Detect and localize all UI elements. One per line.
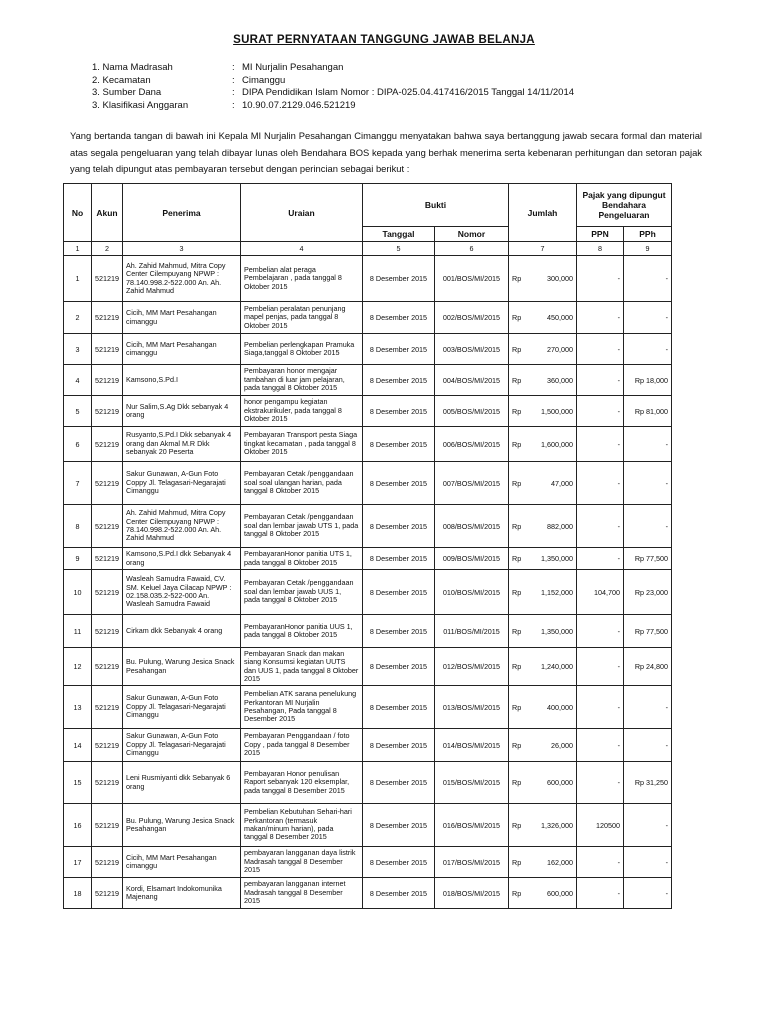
cell-pph: Rp 24,800 [624, 648, 672, 686]
cell-tanggal: 8 Desember 2015 [363, 548, 435, 570]
cell-pph: - [624, 729, 672, 762]
cell-penerima: Ah. Zahid Mahmud, Mitra Copy Center Cilempuyang NPWP : 78.140.998.2-522.000 An. Ah. Zahid Mahmud [123, 256, 241, 302]
currency-label: Rp [512, 626, 522, 636]
cell-no: 9 [64, 548, 92, 570]
cell-tanggal: 8 Desember 2015 [363, 847, 435, 878]
currency-label: Rp [512, 888, 522, 898]
cell-penerima: Sakur Gunawan, A-Gun Foto Coppy Jl. Telagasari-Negarajati Cimanggu [123, 729, 241, 762]
cell-no: 3 [64, 334, 92, 365]
info-block [92, 62, 574, 112]
header-bukti: Bukti [363, 184, 509, 227]
cell-akun: 521219 [92, 548, 123, 570]
table-row [64, 462, 672, 505]
cell-pph: Rp 31,250 [624, 762, 672, 804]
column-number-row: 1 2 3 4 5 6 7 8 9 [64, 242, 672, 256]
cell-pph: Rp 77,500 [624, 548, 672, 570]
cell-penerima: Kamsono,S.Pd.I dkk Sebanyak 4 orang [123, 548, 241, 570]
cell-pph: - [624, 302, 672, 334]
cell-penerima: Kamsono,S.Pd.I [123, 365, 241, 396]
cell-pph: Rp 18,000 [624, 365, 672, 396]
table-row [64, 804, 672, 847]
cell-penerima: Cicih, MM Mart Pesahangan cimanggu [123, 334, 241, 365]
cell-pph: - [624, 334, 672, 365]
cell-nomor: 009/BOS/MI/2015 [435, 548, 509, 570]
info-label: 2. Kecamatan [92, 74, 151, 86]
cell-penerima: Cicih, MM Mart Pesahangan cimanggu [123, 302, 241, 334]
cell-nomor: 005/BOS/MI/2015 [435, 396, 509, 427]
header-jumlah: Jumlah [509, 184, 577, 242]
cell-tanggal: 8 Desember 2015 [363, 365, 435, 396]
cell-akun: 521219 [92, 505, 123, 548]
header-nomor: Nomor [435, 227, 509, 242]
table-row [64, 729, 672, 762]
amount-value: 450,000 [547, 313, 573, 322]
cell-ppn: - [577, 762, 624, 804]
cell-nomor: 016/BOS/MI/2015 [435, 804, 509, 847]
header-pph: PPh [624, 227, 672, 242]
cell-tanggal: 8 Desember 2015 [363, 427, 435, 462]
cell-nomor: 006/BOS/MI/2015 [435, 427, 509, 462]
amount-value: 400,000 [547, 702, 573, 712]
cell-jumlah [509, 847, 577, 878]
cell-penerima: Nur Salim,S.Ag Dkk sebanyak 4 orang [123, 396, 241, 427]
currency-label: Rp [512, 521, 522, 531]
cell-ppn: - [577, 462, 624, 505]
document-title: SURAT PERNYATAAN TANGGUNG JAWAB BELANJA [233, 34, 535, 46]
cell-ppn: - [577, 505, 624, 548]
currency-label: Rp [512, 857, 522, 867]
cell-uraian: Pembelian alat peraga Pembelajaran , pada tanggal 8 Oktober 2015 [241, 256, 363, 302]
cell-ppn: - [577, 334, 624, 365]
cell-penerima: Wasleah Samudra Fawaid, CV. SM. Keluel Jaya Cilacap NPWP : 02.158.035.2-522-000 An. Wasleah Samudra Fawaid [123, 570, 241, 615]
cell-no: 11 [64, 615, 92, 648]
cell-no: 8 [64, 505, 92, 548]
cell-tanggal: 8 Desember 2015 [363, 256, 435, 302]
info-row-klasifikasi: 3. Klasifikasi Anggaran : 10.90.07.2129.046.521219 [92, 99, 356, 111]
cell-uraian: pembayaran langganan internet Madrasah tanggal 8 Desember 2015 [241, 878, 363, 909]
amount-value: 162,000 [547, 857, 573, 867]
cell-jumlah [509, 334, 577, 365]
cell-ppn: - [577, 648, 624, 686]
cell-jumlah [509, 804, 577, 847]
amount-value: 600,000 [547, 778, 573, 787]
expense-table [63, 183, 672, 909]
info-label: 3. Klasifikasi Anggaran [92, 99, 189, 111]
cell-uraian: Pembayaran Penggandaan / foto Copy , pada tanggal 8 Desember 2015 [241, 729, 363, 762]
cell-uraian: Pembayaran Cetak /penggandaan soal dan lembar jawab UTS 1, pada tanggal 8 Oktober 2015 [241, 505, 363, 548]
cell-uraian: pembayaran langganan daya listrik Madrasah tanggal 8 Desember 2015 [241, 847, 363, 878]
cell-no: 1 [64, 256, 92, 302]
cell-tanggal: 8 Desember 2015 [363, 729, 435, 762]
cell-tanggal: 8 Desember 2015 [363, 648, 435, 686]
cell-ppn: - [577, 365, 624, 396]
cell-no: 10 [64, 570, 92, 615]
cell-akun: 521219 [92, 648, 123, 686]
cell-uraian: Pembayaran Snack dan makan siang Konsumsi kegiatan UUTS dan UUS 1, pada tanggal 8 Oktober 2015 [241, 648, 363, 686]
cell-uraian: Pembayaran Honor penulisan Raport sebanyak 120 eksemplar, pada tanggal 8 Desember 2015 [241, 762, 363, 804]
cell-tanggal: 8 Desember 2015 [363, 804, 435, 847]
header-ppn: PPN [577, 227, 624, 242]
amount-value: 1,350,000 [541, 554, 573, 563]
cell-nomor: 004/BOS/MI/2015 [435, 365, 509, 396]
cell-akun: 521219 [92, 462, 123, 505]
info-value: 10.90.07.2129.046.521219 [242, 99, 356, 111]
info-row-sumber-dana: 3. Sumber Dana : DIPA Pendidikan Islam Nomor : DIPA-025.04.417416/2015 Tanggal 14/11/2014 [92, 87, 575, 98]
cell-jumlah [509, 396, 577, 427]
currency-label: Rp [512, 820, 522, 830]
cell-no: 6 [64, 427, 92, 462]
cell-nomor: 014/BOS/MI/2015 [435, 729, 509, 762]
amount-value: 1,350,000 [541, 626, 573, 636]
header-akun: Akun [92, 184, 123, 242]
info-label: 3. Sumber Dana [92, 87, 162, 98]
cell-jumlah [509, 427, 577, 462]
cell-uraian: Pembelian Kebutuhan Sehari-hari Perkantoran (termasuk makan/minum harian), pada tanggal 8 Desember 2015 [241, 804, 363, 847]
cell-tanggal: 8 Desember 2015 [363, 570, 435, 615]
table-row [64, 396, 672, 427]
cell-nomor: 010/BOS/MI/2015 [435, 570, 509, 615]
cell-jumlah [509, 878, 577, 909]
cell-uraian: Pembayaran Cetak /penggandaan soal dan lembar jawab UUS 1, pada tanggal 8 Oktober 2015 [241, 570, 363, 615]
cell-nomor: 018/BOS/MI/2015 [435, 878, 509, 909]
amount-value: 300,000 [547, 274, 573, 283]
cell-no: 14 [64, 729, 92, 762]
currency-label: Rp [512, 554, 522, 563]
cell-penerima: Bu. Pulung, Warung Jesica Snack Pesahangan [123, 804, 241, 847]
cell-nomor: 011/BOS/MI/2015 [435, 615, 509, 648]
cell-penerima: Rusyanto,S.Pd.I Dkk sebanyak 4 orang dan Akmal M.R Dkk sebanyak 20 Peserta [123, 427, 241, 462]
currency-label: Rp [512, 740, 522, 750]
amount-value: 1,500,000 [541, 406, 573, 416]
cell-akun: 521219 [92, 334, 123, 365]
info-value: DIPA Pendidikan Islam Nomor : DIPA-025.04.417416/2015 Tanggal 14/11/2014 [242, 87, 575, 98]
cell-pph: Rp 81,000 [624, 396, 672, 427]
cell-no: 7 [64, 462, 92, 505]
cell-ppn: 104,700 [577, 570, 624, 615]
cell-jumlah [509, 729, 577, 762]
cell-jumlah [509, 648, 577, 686]
cell-tanggal: 8 Desember 2015 [363, 334, 435, 365]
cell-tanggal: 8 Desember 2015 [363, 686, 435, 729]
table-row [64, 334, 672, 365]
table-row [64, 365, 672, 396]
cell-ppn: - [577, 615, 624, 648]
cell-ppn: - [577, 729, 624, 762]
currency-label: Rp [512, 313, 522, 322]
cell-akun: 521219 [92, 878, 123, 909]
amount-value: 1,326,000 [541, 820, 573, 830]
cell-jumlah [509, 462, 577, 505]
cell-ppn: - [577, 396, 624, 427]
cell-jumlah [509, 615, 577, 648]
cell-uraian: PembayaranHonor panitia UUS 1, pada tanggal 8 Oktober 2015 [241, 615, 363, 648]
table-row [64, 548, 672, 570]
cell-ppn: - [577, 302, 624, 334]
cell-jumlah [509, 762, 577, 804]
amount-value: 1,152,000 [541, 587, 573, 597]
cell-jumlah [509, 302, 577, 334]
cell-ppn: - [577, 847, 624, 878]
cell-nomor: 007/BOS/MI/2015 [435, 462, 509, 505]
cell-no: 17 [64, 847, 92, 878]
cell-akun: 521219 [92, 847, 123, 878]
amount-value: 600,000 [547, 888, 573, 898]
cell-no: 5 [64, 396, 92, 427]
header-uraian: Uraian [241, 184, 363, 242]
cell-nomor: 012/BOS/MI/2015 [435, 648, 509, 686]
currency-label: Rp [512, 778, 522, 787]
header-penerima: Penerima [123, 184, 241, 242]
currency-label: Rp [512, 587, 522, 597]
cell-tanggal: 8 Desember 2015 [363, 462, 435, 505]
cell-jumlah [509, 686, 577, 729]
amount-value: 1,240,000 [541, 662, 573, 671]
cell-pph: Rp 23,000 [624, 570, 672, 615]
cell-no: 4 [64, 365, 92, 396]
amount-value: 47,000 [551, 478, 573, 488]
cell-tanggal: 8 Desember 2015 [363, 302, 435, 334]
table-row [64, 256, 672, 302]
currency-label: Rp [512, 375, 522, 385]
cell-jumlah [509, 365, 577, 396]
cell-uraian: honor pengampu kegiatan ekstrakurikuler, pada tanggal 8 Oktober 2015 [241, 396, 363, 427]
cell-uraian: Pembelian perlengkapan Pramuka Siaga,tanggal 8 Oktober 2015 [241, 334, 363, 365]
cell-nomor: 003/BOS/MI/2015 [435, 334, 509, 365]
cell-akun: 521219 [92, 762, 123, 804]
cell-akun: 521219 [92, 365, 123, 396]
currency-label: Rp [512, 478, 522, 488]
cell-nomor: 001/BOS/MI/2015 [435, 256, 509, 302]
cell-akun: 521219 [92, 804, 123, 847]
table-row [64, 762, 672, 804]
cell-pph: - [624, 878, 672, 909]
cell-penerima: Cicih, MM Mart Pesahangan cimanggu [123, 847, 241, 878]
amount-value: 360,000 [547, 375, 573, 385]
cell-ppn: - [577, 548, 624, 570]
cell-no: 15 [64, 762, 92, 804]
cell-uraian: Pembelian ATK sarana penelukung Perkantoran MI Nurjalin Pesahangan, Pada tanggal 8 Desember 2015 [241, 686, 363, 729]
cell-pph: - [624, 256, 672, 302]
cell-no: 13 [64, 686, 92, 729]
table-row [64, 615, 672, 648]
cell-ppn: 120500 [577, 804, 624, 847]
cell-akun: 521219 [92, 729, 123, 762]
cell-jumlah [509, 505, 577, 548]
cell-ppn: - [577, 686, 624, 729]
cell-uraian: Pembayaran Cetak /penggandaan soal soal ulangan harian, pada tanggal 8 Oktober 2015 [241, 462, 363, 505]
info-row-madrasah: 1. Nama Madrasah : MI Nurjalin Pesahangan [92, 62, 344, 73]
amount-value: 26,000 [551, 740, 573, 750]
cell-penerima: Leni Rusmiyanti dkk Sebanyak 6 orang [123, 762, 241, 804]
header-pajak: Pajak yang dipungut Bendahara Pengeluaran [577, 184, 672, 227]
table-row [64, 505, 672, 548]
cell-pph: - [624, 505, 672, 548]
cell-penerima: Ah. Zahid Mahmud, Mitra Copy Center Cilempuyang NPWP : 78.140.998.2-522.000 An. Ah. Zahid Mahmud [123, 505, 241, 548]
table-row [64, 686, 672, 729]
currency-label: Rp [512, 344, 522, 354]
currency-label: Rp [512, 439, 522, 449]
cell-akun: 521219 [92, 570, 123, 615]
currency-label: Rp [512, 274, 522, 283]
currency-label: Rp [512, 662, 522, 671]
cell-uraian: Pembelian peralatan penunjang mapel penjas, pada tanggal 8 Oktober 2015 [241, 302, 363, 334]
cell-no: 16 [64, 804, 92, 847]
info-value: Cimanggu [242, 74, 286, 86]
cell-tanggal: 8 Desember 2015 [363, 505, 435, 548]
cell-uraian: Pembayaran honor mengajar tambahan di luar jam pelajaran, pada tanggal 8 Oktober 2015 [241, 365, 363, 396]
cell-ppn: - [577, 878, 624, 909]
table-row [64, 570, 672, 615]
header-no: No [64, 184, 92, 242]
cell-nomor: 008/BOS/MI/2015 [435, 505, 509, 548]
cell-pph: - [624, 427, 672, 462]
cell-pph: - [624, 847, 672, 878]
currency-label: Rp [512, 406, 522, 416]
cell-pph: Rp 77,500 [624, 615, 672, 648]
cell-akun: 521219 [92, 302, 123, 334]
cell-akun: 521219 [92, 396, 123, 427]
cell-pph: - [624, 462, 672, 505]
cell-nomor: 002/BOS/MI/2015 [435, 302, 509, 334]
cell-akun: 521219 [92, 686, 123, 729]
cell-jumlah [509, 256, 577, 302]
table-row [64, 427, 672, 462]
header-row [64, 184, 672, 227]
cell-penerima: Sakur Gunawan, A-Gun Foto Coppy Jl. Telagasari-Negarajati Cimanggu [123, 686, 241, 729]
cell-uraian: PembayaranHonor panitia UTS 1, pada tanggal 8 Oktober 2015 [241, 548, 363, 570]
cell-nomor: 017/BOS/MI/2015 [435, 847, 509, 878]
cell-ppn: - [577, 256, 624, 302]
cell-akun: 521219 [92, 256, 123, 302]
cell-akun: 521219 [92, 427, 123, 462]
cell-pph: - [624, 804, 672, 847]
info-label: 1. Nama Madrasah [92, 62, 173, 73]
cell-nomor: 013/BOS/MI/2015 [435, 686, 509, 729]
table-row [64, 878, 672, 909]
cell-penerima: Kordi, Elsamart Indokomunika Majenang [123, 878, 241, 909]
amount-value: 270,000 [547, 344, 573, 354]
cell-tanggal: 8 Desember 2015 [363, 615, 435, 648]
cell-jumlah [509, 548, 577, 570]
cell-uraian: Pembayaran Transport pesta Siaga tingkat kecamatan , pada tanggal 8 Oktober 2015 [241, 427, 363, 462]
cell-pph: - [624, 686, 672, 729]
cell-penerima: Bu. Pulung, Warung Jesica Snack Pesahangan [123, 648, 241, 686]
cell-ppn: - [577, 427, 624, 462]
cell-akun: 521219 [92, 615, 123, 648]
cell-penerima: Cirkam dkk Sebanyak 4 orang [123, 615, 241, 648]
cell-no: 2 [64, 302, 92, 334]
amount-value: 1,600,000 [541, 439, 573, 449]
info-row-kecamatan: 2. Kecamatan : Cimanggu [92, 74, 286, 86]
table-row [64, 302, 672, 334]
cell-no: 18 [64, 878, 92, 909]
currency-label: Rp [512, 702, 522, 712]
cell-nomor: 015/BOS/MI/2015 [435, 762, 509, 804]
cell-penerima: Sakur Gunawan, A-Gun Foto Coppy Jl. Telagasari-Negarajati Cimanggu [123, 462, 241, 505]
cell-no: 12 [64, 648, 92, 686]
amount-value: 882,000 [547, 521, 573, 531]
cell-tanggal: 8 Desember 2015 [363, 762, 435, 804]
cell-tanggal: 8 Desember 2015 [363, 878, 435, 909]
header-tanggal: Tanggal [363, 227, 435, 242]
info-value: MI Nurjalin Pesahangan [242, 62, 344, 73]
cell-jumlah [509, 570, 577, 615]
cell-tanggal: 8 Desember 2015 [363, 396, 435, 427]
table-row [64, 847, 672, 878]
table-row [64, 648, 672, 686]
statement-paragraph: Yang bertanda tangan di bawah ini Kepala MI Nurjalin Pesahangan Cimanggu menyatakan bahwa saya bertanggung jawab secara formal dan material atas segala pengeluaran yang telah dibayar lunas oleh Bendahara BOS kepada yang berhak menerima serta kebenaran perhitungan dan setoran pajak yang telah dipungut atas pembayaran tersebut dengan perincian sebagai berikut : [70, 130, 702, 174]
